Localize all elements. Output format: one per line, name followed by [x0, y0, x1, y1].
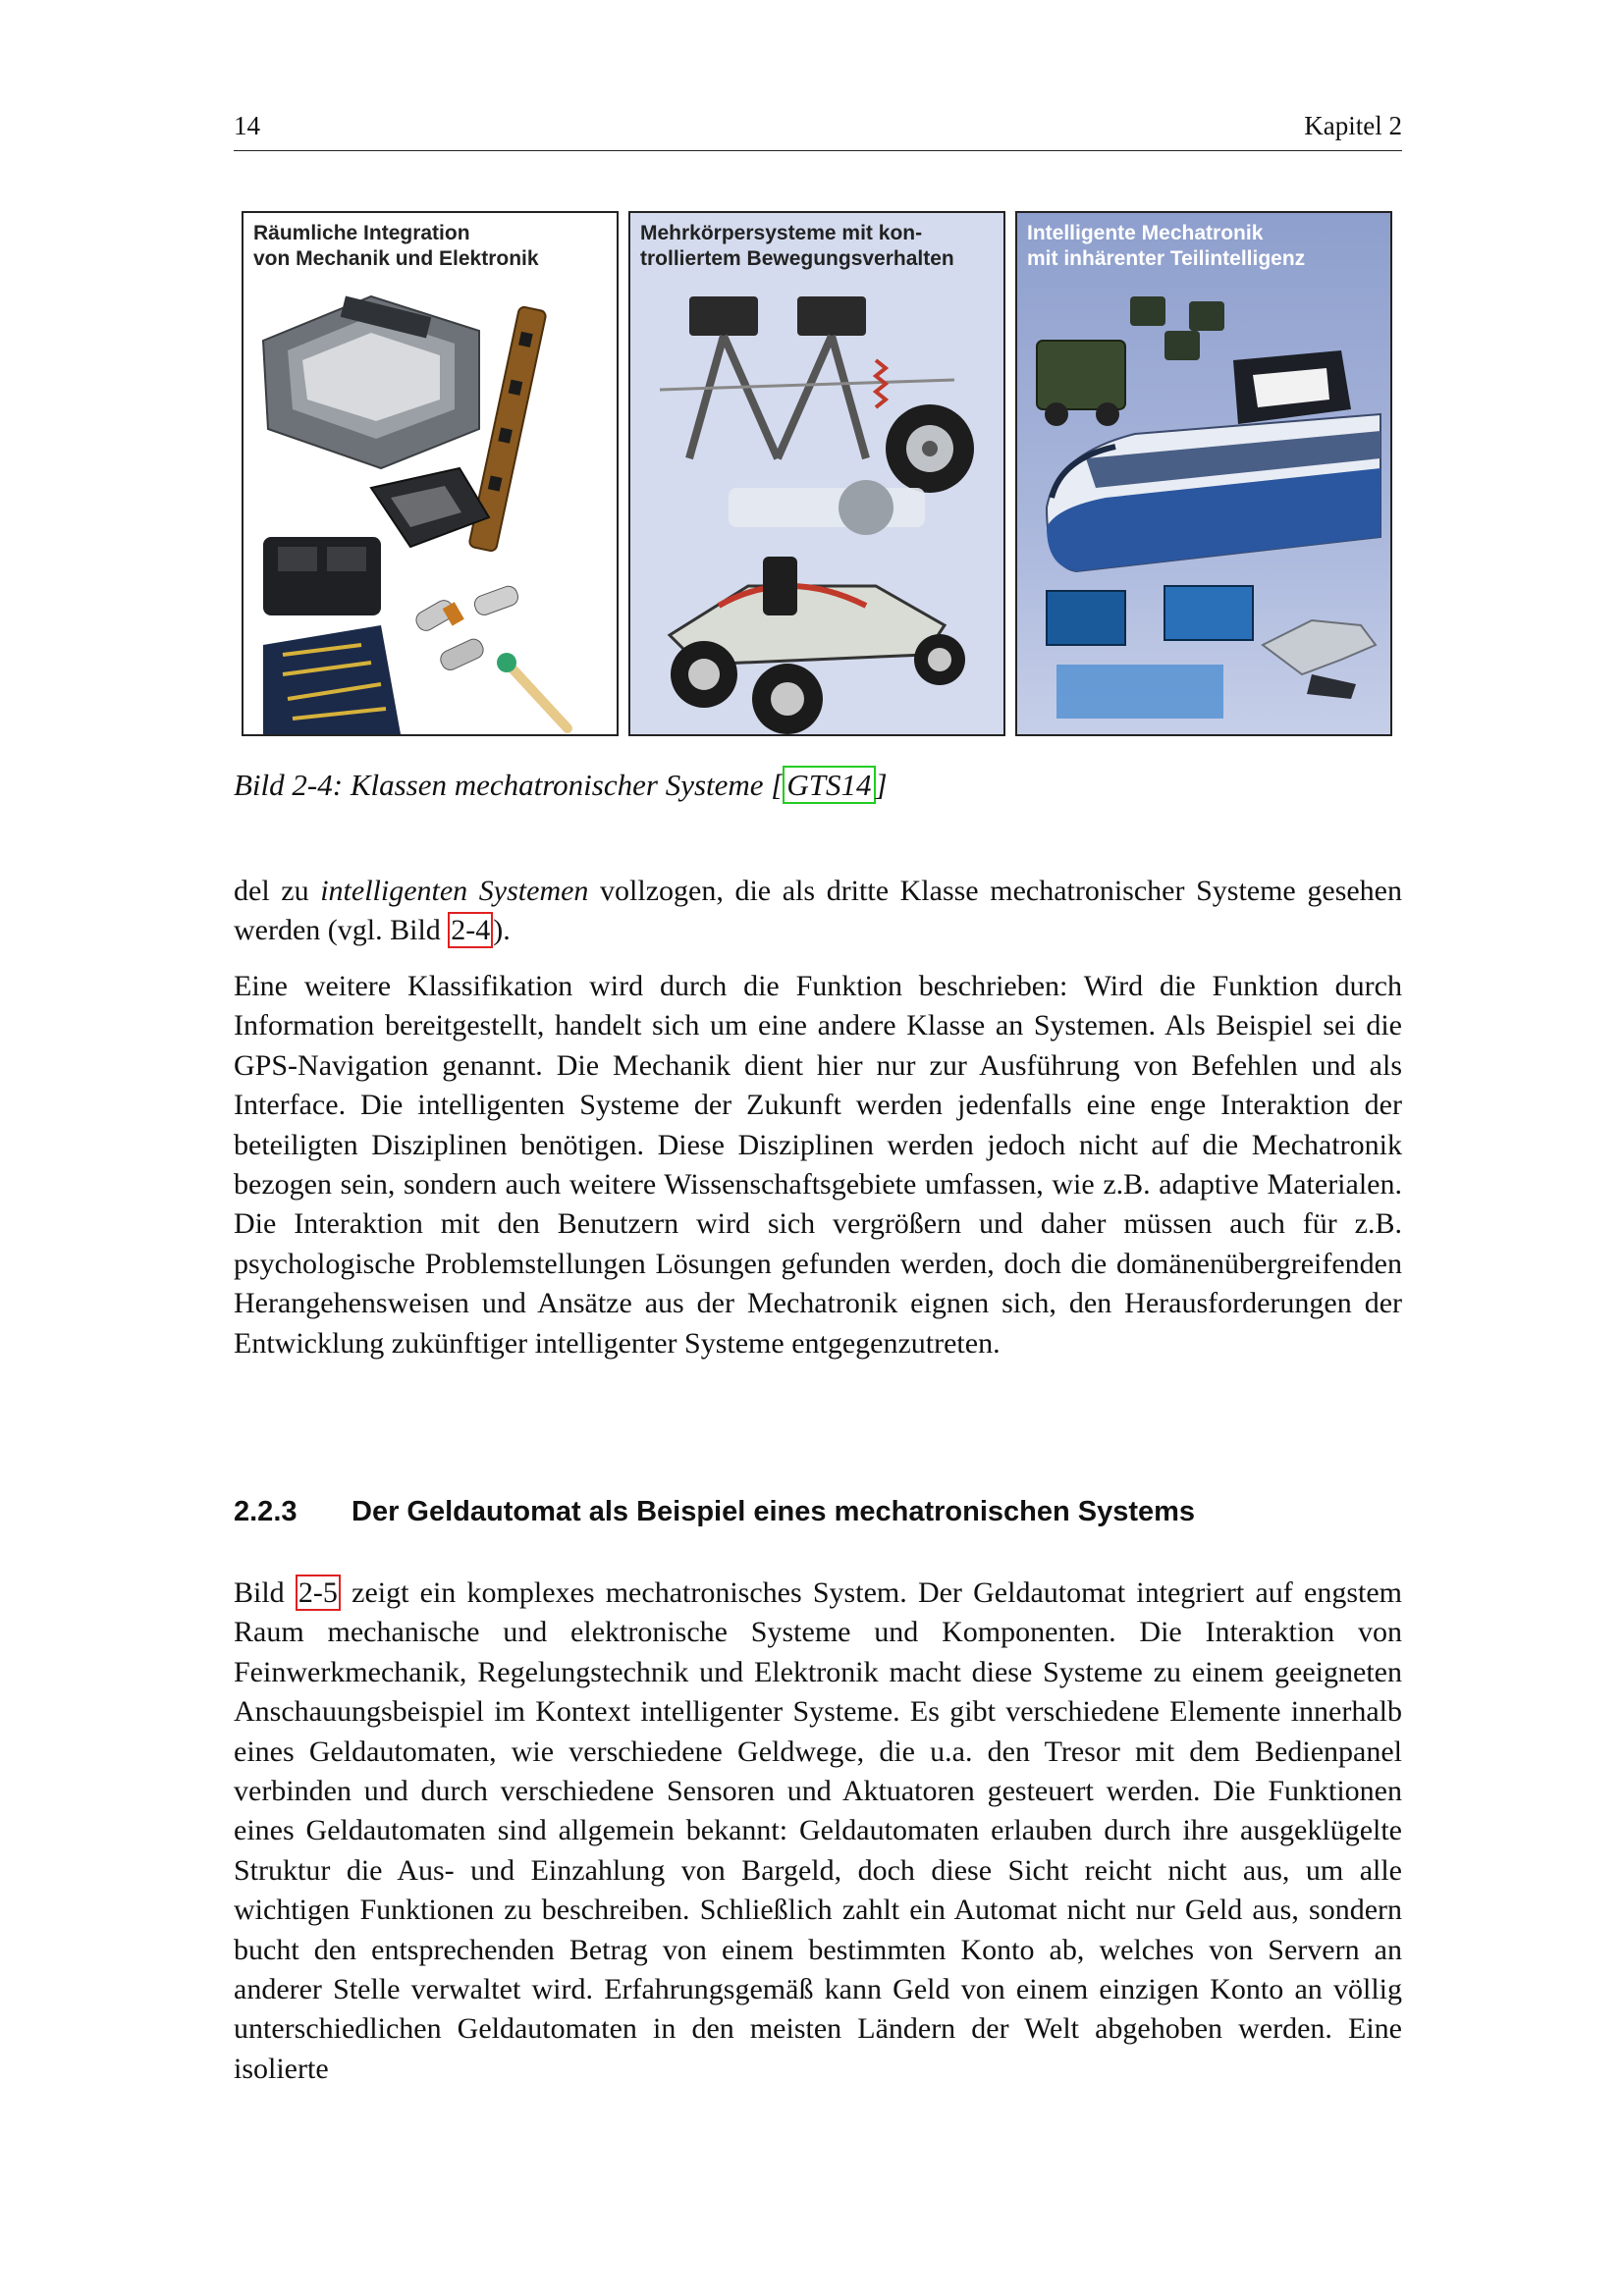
paragraph-emphasis: intelligenten Systemen — [320, 875, 589, 907]
section-number: 2.2.3 — [234, 1496, 298, 1527]
vehicle-suspension-illustration — [630, 213, 1003, 734]
mechanics-electronics-illustration — [244, 213, 617, 734]
section-heading — [234, 1496, 1195, 1528]
paragraph-classification — [234, 967, 1402, 1363]
panel-title: Intelligente Mechatronik mit inhärenter Teilintelligenz — [1027, 222, 1306, 270]
running-head — [234, 111, 1402, 151]
citation-link[interactable]: GTS14 — [783, 766, 875, 804]
paragraph-intelligent-systems — [234, 872, 1402, 951]
figure-panel-intelligent-mechatronics — [1015, 211, 1392, 736]
paragraph-text: zeigt ein komplexes mechatronisches System. Der Geldautomat integriert auf engstem Raum mechanische und elektronische Systeme und Komponenten. Die Interaktion von Feinwerkmechanik, Regelungstechnik und Elektronik macht diese Systeme zu einem geeigneten Anschauungsbeispiel im Kontext intelligenter Systeme. Es gibt verschiedene Elemente innerhalb eines Geldautomaten, wie verschiedene Geldwege, die u.a. den Tresor mit dem Bedienpanel verbinden und durch verschiedene Sensoren und Aktuatoren gesteuert werden. Die Funktionen eines Geldautomaten sind allgemein bekannt: Geldautomaten erlauben durch ihre ausgeklügelte Struktur die Aus- und Einzahlung von Bargeld, doch diese Sicht reicht nicht aus, um alle wichtigen Funktionen zu beschreiben. Schließlich zahlt ein Automat nicht nur Geld aus, sondern bucht den entsprechenden Betrag von einem bestimmten Konto ab, welches von Servern an anderer Stelle verwaltet wird. Erfahrungsgemäß kann Geld von einem einzigen Konto an völlig unterschiedlichen Geldautomaten in den meisten Ländern der Welt abgehoben werden. Eine isolierte — [234, 1576, 1402, 2085]
paragraph-text: Bild — [234, 1576, 296, 1609]
paragraph-atm — [234, 1574, 1402, 2089]
panel-title: Mehrkörpersysteme mit kon- trolliertem Bewegungsverhalten — [640, 222, 954, 270]
paragraph-text: ). — [493, 914, 511, 947]
caption-end: ] — [875, 768, 888, 802]
page-number: 14 — [234, 111, 260, 140]
paragraph-text: Eine weitere Klassifikation wird durch die Funktion beschrieben: Wird die Funktion durch Information bereitgestellt, handelt sich um eine andere Klasse an Systemen. Als Beispiel sei die GPS-Navigation genannt. Die Mechanik dient hier nur zur Ausführung von Befehlen und als Interface. Die intelligenten Systeme der Zukunft werden jedenfalls eine enge Interaktion der beteiligten Disziplinen benötigen. Diese Disziplinen werden jedoch nicht auf die Mechatronik bezogen sein, sondern auch weitere Wissenschaftsgebiete umfassen, wie z.B. adaptive Materialen. Die Interaktion mit den Benutzern wird sich vergrößern und daher müssen auch für z.B. psychologische Problemstellungen Lösungen gefunden werden, doch die domänenübergreifenden Herangehensweisen und Ansätze aus der Mechatronik eignen sich, den Herausforderungen der Entwicklung zukünftiger intelligenter Systeme entgegenzutreten. — [234, 970, 1402, 1360]
figure-panel-spatial-integration — [242, 211, 619, 736]
figure-mechatronic-classes — [242, 211, 1392, 736]
panel-title: Räumliche Integration von Mechanik und Elektronik — [253, 222, 539, 270]
paragraph-text: vollzogen, die als dritte Klasse mechatronischer Systeme gesehen werden (vgl. Bild — [234, 875, 1402, 947]
figure-ref-link[interactable]: 2-4 — [448, 912, 493, 948]
figure-panel-multibody-systems — [628, 211, 1005, 736]
intelligent-systems-illustration — [1017, 213, 1390, 734]
caption-text: : Klassen mechatronischer Systeme [ — [332, 768, 784, 802]
caption-label: Bild 2-4 — [234, 768, 333, 802]
figure-ref-link[interactable]: 2-5 — [296, 1575, 341, 1611]
figure-caption — [234, 768, 888, 803]
chapter-label: Kapitel 2 — [1304, 111, 1402, 140]
section-title: Der Geldautomat als Beispiel eines mechatronischen Systems — [352, 1496, 1196, 1527]
paragraph-text: del zu — [234, 875, 321, 907]
